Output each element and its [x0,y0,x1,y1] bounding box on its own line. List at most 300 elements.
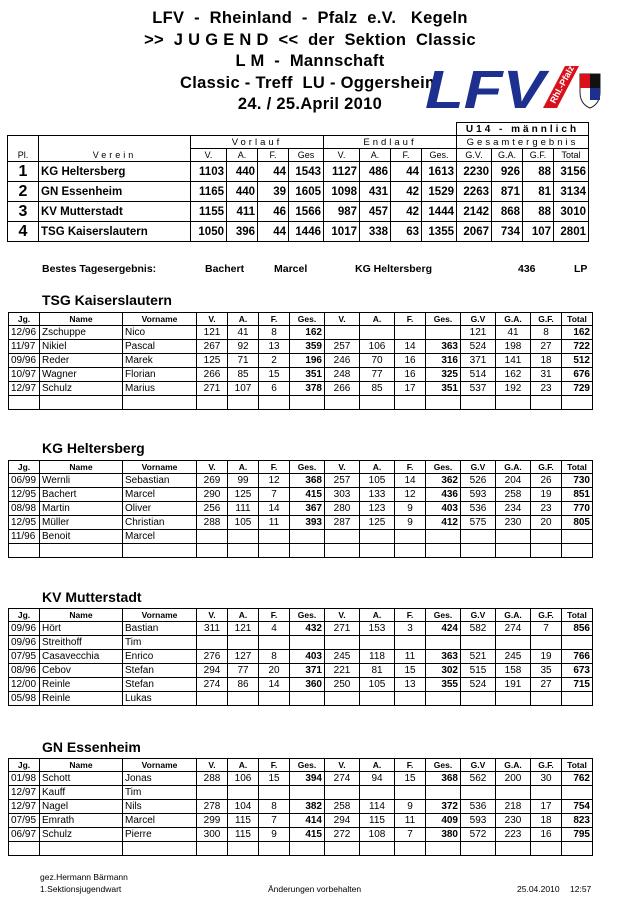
summary-cell-v: 1103 [191,162,227,182]
player-cell-ga: 41 [496,326,531,340]
col-header-vorname: Vorname [123,609,197,622]
best-result-club: KG Heltersberg [355,263,433,275]
player-cell-v: 256 [197,502,228,516]
player-cell-f: 15 [259,368,290,382]
player-cell-ges2: 436 [426,488,461,502]
player-cell-gf: 23 [531,382,562,396]
player-cell-ges: 368 [290,474,325,488]
col-header-v: V. [197,759,228,772]
player-cell-gf: 19 [531,488,562,502]
player-cell-f2: 7 [395,828,426,842]
summary-cell-v2: 1017 [324,222,360,242]
player-cell-gf: 20 [531,516,562,530]
player-cell-gv: 521 [461,650,496,664]
player-cell-a2 [360,636,395,650]
col-header-a: A. [228,461,259,474]
col-header-ges2: Ges. [426,759,461,772]
col-verein: Verein [39,149,191,162]
player-cell-f2: 11 [395,814,426,828]
player-cell-ges2: 412 [426,516,461,530]
player-cell-ga: 234 [496,502,531,516]
player-cell-ges2: 363 [426,650,461,664]
player-cell-vorname: Jonas [123,772,197,786]
player-cell-a2: 108 [360,828,395,842]
summary-cell-total: 3134 [554,182,589,202]
player-cell-total [562,530,593,544]
player-cell-total: 766 [562,650,593,664]
player-cell-v [197,396,228,410]
player-cell-total [562,786,593,800]
player-cell-a: 111 [228,502,259,516]
player-cell-gv: 121 [461,326,496,340]
player-cell-vorname: Marcel [123,488,197,502]
player-cell-a: 41 [228,326,259,340]
player-cell-ga: 200 [496,772,531,786]
summary-cell-ges: 1566 [289,202,324,222]
player-cell-v: 311 [197,622,228,636]
player-cell-ga: 274 [496,622,531,636]
player-cell-a2 [360,544,395,558]
player-cell-ga [496,692,531,706]
player-cell-v2: 246 [325,354,360,368]
group-vorlauf: Vorlauf [191,136,324,149]
player-cell-f2: 9 [395,516,426,530]
player-cell-gf: 27 [531,678,562,692]
player-cell-f [259,636,290,650]
player-cell-gv: 515 [461,664,496,678]
player-cell-ges: 394 [290,772,325,786]
player-cell-f: 11 [259,516,290,530]
footer-role: 1.Sektionsjugendwart [40,884,122,894]
player-cell-total [562,842,593,856]
summary-cell-a: 440 [227,162,258,182]
player-cell-ges: 196 [290,354,325,368]
col-header-gv: G.V [461,313,496,326]
player-cell-total: 770 [562,502,593,516]
summary-cell-f2: 63 [391,222,422,242]
player-cell-a2 [360,530,395,544]
player-cell-name: Bachert [40,488,123,502]
player-cell-v2: 258 [325,800,360,814]
player-cell-jg: 11/97 [9,340,40,354]
player-row [9,772,593,786]
player-cell-f2 [395,842,426,856]
player-cell-ges: 351 [290,368,325,382]
player-cell-gv: 593 [461,814,496,828]
player-cell-a2: 106 [360,340,395,354]
col-header-a: A. [228,313,259,326]
summary-row [8,202,589,222]
player-cell-gf: 7 [531,622,562,636]
player-cell-gv [461,692,496,706]
summary-cell-f: 39 [258,182,289,202]
summary-cell-v: 1155 [191,202,227,222]
player-cell-a2: 123 [360,502,395,516]
player-cell-gf: 18 [531,814,562,828]
team-table [8,460,593,558]
player-cell-ges2: 403 [426,502,461,516]
player-cell-f: 15 [259,772,290,786]
player-cell-ges2: 302 [426,664,461,678]
player-cell-f2 [395,692,426,706]
player-cell-gv [461,396,496,410]
header-line-2: >> J U G E N D << der Sektion Classic [144,30,476,49]
player-cell-ga: 245 [496,650,531,664]
player-cell-total: 762 [562,772,593,786]
player-cell-gv: 537 [461,382,496,396]
player-cell-total: 715 [562,678,593,692]
player-cell-name: Reinle [40,678,123,692]
summary-cell-f: 44 [258,162,289,182]
player-cell-jg: 09/96 [9,622,40,636]
team-table-header [9,759,593,772]
col-header-v2: V. [325,313,360,326]
player-cell-gv [461,786,496,800]
player-cell-a2: 153 [360,622,395,636]
col-header-gv: G.V [461,461,496,474]
col-header-ges: Ges. [290,609,325,622]
player-cell-gf: 35 [531,664,562,678]
player-cell-a2 [360,326,395,340]
player-cell-ga [496,636,531,650]
col-header-f: F. [259,609,290,622]
col-header-ga: G.A. [496,759,531,772]
player-cell-total: 730 [562,474,593,488]
summary-cell-verein: KG Heltersberg [39,162,191,182]
player-row [9,382,593,396]
player-cell-f [259,396,290,410]
col-header-a2: A. [360,759,395,772]
player-cell-vorname: Tim [123,636,197,650]
summary-cell-gv: 2067 [457,222,492,242]
player-cell-gf: 18 [531,354,562,368]
footer-date: 25.04.2010 [517,884,560,894]
player-cell-name: Wagner [40,368,123,382]
col-header-jg: Jg. [9,313,40,326]
player-cell-total: 512 [562,354,593,368]
col-header-a: A. [228,759,259,772]
player-cell-v2: 294 [325,814,360,828]
player-cell-ga [496,396,531,410]
summary-cell-gf: 88 [523,162,554,182]
player-cell-ga: 230 [496,516,531,530]
summary-cell-v: 1050 [191,222,227,242]
col-v2: V. [324,149,360,162]
player-cell-f2: 15 [395,664,426,678]
player-cell-ges [290,692,325,706]
player-cell-jg: 06/99 [9,474,40,488]
player-cell-ges2 [426,530,461,544]
player-cell-v2: 257 [325,340,360,354]
player-cell-a: 125 [228,488,259,502]
player-cell-a: 104 [228,800,259,814]
player-cell-name [40,544,123,558]
player-row [9,516,593,530]
player-cell-gf [531,396,562,410]
player-cell-ga: 223 [496,828,531,842]
best-result-lp: LP [574,263,588,275]
player-cell-gv: 582 [461,622,496,636]
player-cell-ges2: 325 [426,368,461,382]
summary-cell-a: 396 [227,222,258,242]
col-header-gf: G.F. [531,461,562,474]
lfv-logo [423,60,603,118]
player-cell-vorname: Marius [123,382,197,396]
team-table-header [9,461,593,474]
player-cell-ges2: 372 [426,800,461,814]
player-cell-gv: 524 [461,340,496,354]
player-cell-total: 676 [562,368,593,382]
player-cell-v [197,692,228,706]
player-cell-ges2 [426,692,461,706]
player-cell-v: 300 [197,828,228,842]
summary-cell-a2: 431 [360,182,391,202]
col-header-gf: G.F. [531,609,562,622]
summary-table [7,122,589,242]
summary-cell-a2: 486 [360,162,391,182]
player-cell-v [197,786,228,800]
player-cell-a [228,530,259,544]
player-cell-ges: 359 [290,340,325,354]
player-cell-f2 [395,544,426,558]
col-header-f2: F. [395,609,426,622]
player-cell-a: 92 [228,340,259,354]
player-cell-f2: 16 [395,368,426,382]
player-cell-f: 6 [259,382,290,396]
player-cell-total: 856 [562,622,593,636]
player-cell-name: Schott [40,772,123,786]
col-header-total: Total [562,313,593,326]
summary-cell-verein: KV Mutterstadt [39,202,191,222]
player-cell-a [228,544,259,558]
player-cell-jg [9,842,40,856]
summary-cell-verein: TSG Kaiserslautern [39,222,191,242]
player-cell-gf [531,636,562,650]
player-cell-ges2: 363 [426,340,461,354]
summary-cell-pl: 4 [8,222,39,242]
player-cell-v2: 266 [325,382,360,396]
player-cell-gv [461,842,496,856]
player-cell-v: 290 [197,488,228,502]
player-cell-a2 [360,786,395,800]
player-row [9,800,593,814]
player-cell-ges2: 351 [426,382,461,396]
player-cell-gv: 514 [461,368,496,382]
summary-cell-pl: 2 [8,182,39,202]
summary-cell-ga: 734 [492,222,523,242]
player-cell-f2: 14 [395,474,426,488]
player-cell-v: 276 [197,650,228,664]
player-cell-ges: 367 [290,502,325,516]
summary-cell-a: 411 [227,202,258,222]
col-header-v2: V. [325,609,360,622]
player-cell-ges: 382 [290,800,325,814]
player-row [9,502,593,516]
col-header-jg: Jg. [9,461,40,474]
summary-cell-f: 44 [258,222,289,242]
summary-cell-ges2: 1355 [422,222,457,242]
player-row [9,354,593,368]
player-cell-gf [531,842,562,856]
player-cell-v: 299 [197,814,228,828]
player-cell-a: 115 [228,828,259,842]
player-cell-a [228,692,259,706]
summary-cell-total: 3156 [554,162,589,182]
player-cell-a2: 115 [360,814,395,828]
col-header-name: Name [40,461,123,474]
player-cell-a2: 114 [360,800,395,814]
player-cell-f: 7 [259,488,290,502]
player-cell-v2: 303 [325,488,360,502]
player-cell-ga [496,786,531,800]
player-row [9,488,593,502]
player-cell-v2: 248 [325,368,360,382]
player-cell-v2: 221 [325,664,360,678]
col-header-vorname: Vorname [123,313,197,326]
player-cell-gf: 16 [531,828,562,842]
player-cell-ges: 162 [290,326,325,340]
player-cell-vorname: Tim [123,786,197,800]
player-row [9,786,593,800]
summary-cell-f: 46 [258,202,289,222]
player-cell-v: 125 [197,354,228,368]
player-cell-jg: 07/95 [9,650,40,664]
player-cell-total [562,396,593,410]
player-cell-ges2: 316 [426,354,461,368]
col-header-vorname: Vorname [123,461,197,474]
player-cell-v [197,530,228,544]
player-cell-a2 [360,692,395,706]
player-row [9,622,593,636]
col-header-f2: F. [395,759,426,772]
player-cell-gf: 26 [531,474,562,488]
player-cell-f2 [395,636,426,650]
player-cell-f2: 3 [395,622,426,636]
summary-cell-v2: 1098 [324,182,360,202]
player-cell-gf: 19 [531,650,562,664]
player-row [9,396,593,410]
summary-cell-ga: 868 [492,202,523,222]
player-cell-jg: 08/98 [9,502,40,516]
player-cell-gf: 27 [531,340,562,354]
player-cell-jg: 12/97 [9,786,40,800]
player-cell-gv: 536 [461,800,496,814]
player-row [9,636,593,650]
player-cell-v2: 257 [325,474,360,488]
player-cell-gf [531,544,562,558]
player-cell-name: Benoit [40,530,123,544]
player-cell-ges [290,544,325,558]
player-cell-jg [9,396,40,410]
summary-cell-ga: 871 [492,182,523,202]
player-row [9,678,593,692]
player-cell-ges2: 368 [426,772,461,786]
header-line-1: LFV - Rheinland - Pfalz e.V. Kegeln [152,9,468,27]
player-cell-total [562,692,593,706]
player-cell-ges2: 409 [426,814,461,828]
player-cell-name: Casavecchia [40,650,123,664]
player-cell-f2 [395,326,426,340]
player-cell-name: Cebov [40,664,123,678]
player-cell-name: Müller [40,516,123,530]
header-line-3: L M - Mannschaft [235,52,385,70]
player-cell-name: Schulz [40,382,123,396]
player-cell-gf: 31 [531,368,562,382]
summary-cell-ges2: 1529 [422,182,457,202]
player-cell-gf: 23 [531,502,562,516]
player-cell-f [259,544,290,558]
player-cell-vorname: Stefan [123,678,197,692]
player-cell-gv: 572 [461,828,496,842]
player-cell-a: 71 [228,354,259,368]
col-header-f2: F. [395,313,426,326]
player-cell-ges: 415 [290,828,325,842]
player-cell-a2 [360,396,395,410]
player-cell-v: 288 [197,516,228,530]
player-cell-f2: 13 [395,678,426,692]
player-cell-f: 9 [259,828,290,842]
player-cell-total: 805 [562,516,593,530]
col-header-a2: A. [360,609,395,622]
player-cell-f [259,842,290,856]
player-cell-vorname: Nils [123,800,197,814]
player-cell-gv: 575 [461,516,496,530]
player-cell-jg: 12/95 [9,516,40,530]
summary-cell-a2: 338 [360,222,391,242]
player-row [9,664,593,678]
col-ges2: Ges. [422,149,457,162]
player-cell-name: Nagel [40,800,123,814]
player-cell-vorname [123,544,197,558]
summary-cell-v2: 987 [324,202,360,222]
player-cell-total [562,544,593,558]
player-cell-jg: 07/95 [9,814,40,828]
summary-cell-v2: 1127 [324,162,360,182]
player-cell-jg: 12/96 [9,326,40,340]
player-cell-jg: 09/96 [9,636,40,650]
col-header-v: V. [197,609,228,622]
player-cell-jg: 05/98 [9,692,40,706]
player-cell-vorname: Marcel [123,530,197,544]
player-cell-total: 754 [562,800,593,814]
player-cell-ges: 403 [290,650,325,664]
player-cell-f2: 12 [395,488,426,502]
player-cell-ges2: 380 [426,828,461,842]
player-cell-v: 266 [197,368,228,382]
player-cell-f2: 9 [395,800,426,814]
player-cell-ga: 204 [496,474,531,488]
summary-cell-gv: 2263 [457,182,492,202]
col-header-v: V. [197,461,228,474]
player-cell-vorname: Marek [123,354,197,368]
team-name: KG Heltersberg [42,440,145,456]
player-cell-ga: 218 [496,800,531,814]
summary-cell-ges: 1605 [289,182,324,202]
player-cell-a2: 125 [360,516,395,530]
summary-cell-gv: 2230 [457,162,492,182]
player-row [9,650,593,664]
player-cell-gv [461,530,496,544]
summary-cell-ges2: 1613 [422,162,457,182]
player-cell-v2: 280 [325,502,360,516]
player-cell-a2 [360,842,395,856]
player-cell-gf: 8 [531,326,562,340]
player-row [9,842,593,856]
col-v: V. [191,149,227,162]
player-cell-gv: 536 [461,502,496,516]
player-row [9,474,593,488]
player-cell-vorname: Lukas [123,692,197,706]
